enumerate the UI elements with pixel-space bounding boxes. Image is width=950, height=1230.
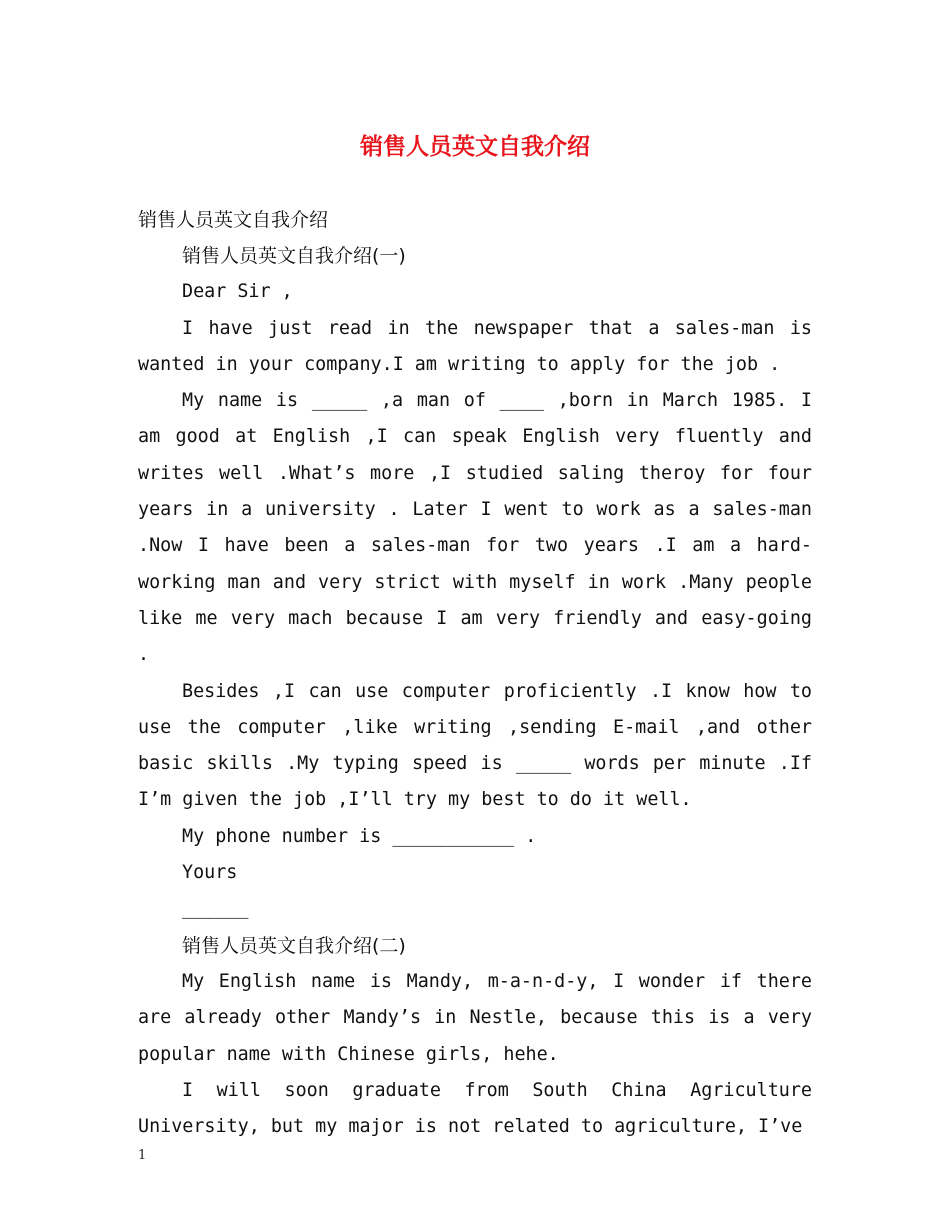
section-heading: 销售人员英文自我介绍 <box>138 209 329 231</box>
paragraph-skills: Besides ,I can use computer proficiently .I know how to use the computer ,like writing ,sending E-mail ,and other basic skills .My typing speed is _____ words per minute .If I’m given the job ,I’ll try my best to do it well. <box>138 680 812 811</box>
subheading-one: 销售人员英文自我介绍(一) <box>182 245 406 267</box>
closing-yours: Yours <box>182 862 238 884</box>
page-number: 1 <box>138 1148 147 1163</box>
signature-line: ______ <box>182 898 249 920</box>
subheading-two: 销售人员英文自我介绍(二) <box>182 934 406 957</box>
paragraph-intro: I have just read in the newspaper that a sales-man is wanted in your company.I am writing to apply for the job . <box>138 317 812 375</box>
paragraph-phone: My phone number is ___________ . <box>182 825 537 847</box>
paragraph-name: My English name is Mandy, m-a-n-d-y, I wonder if there are already other Mandy’s in Nestle, because this is a very popular name with Chinese girls, hehe. <box>138 970 812 1065</box>
document-body <box>138 238 812 1145</box>
paragraph-university: I will soon graduate from South China Agriculture University, but my major is not related to agriculture, I’ve <box>138 1079 812 1138</box>
paragraph-background: My name is _____ ,a man of ____ ,born in March 1985. I am good at English ,I can speak English very fluently and writes well .What’s more ,I studied saling theroy for four years in a university . Later I went to work as a sales-man .Now I have been a sales-man for two years .I am a hard-working man and very strict with myself in work .Many people like me very mach because I am very friendly and easy-going . <box>138 390 812 666</box>
salutation: Dear Sir , <box>182 281 293 303</box>
document-title: 销售人员英文自我介绍 <box>360 134 590 160</box>
